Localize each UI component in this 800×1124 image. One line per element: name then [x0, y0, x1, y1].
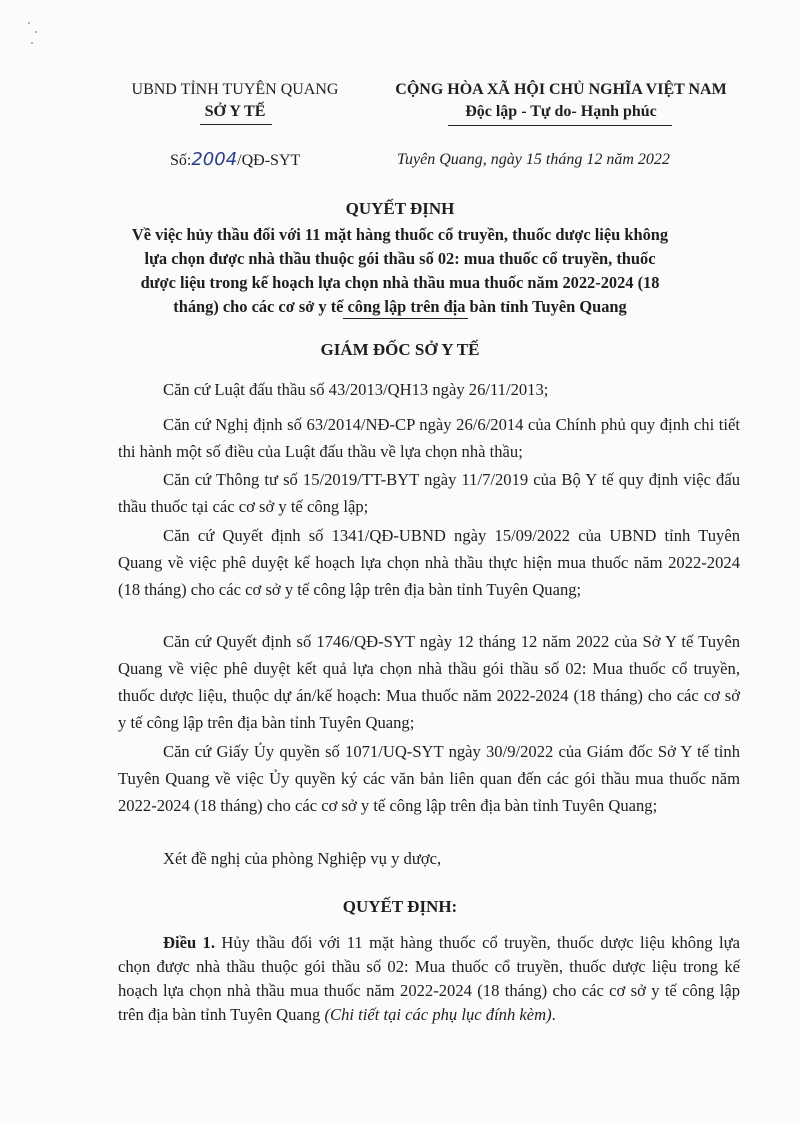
scan-speck	[28, 22, 30, 24]
issuing-authority: GIÁM ĐỐC SỞ Y TẾ	[320, 340, 480, 359]
legal-basis: Căn cứ Thông tư số 15/2019/TT-BYT ngày 11/7/2019 của Bộ Y tế quy định việc đấu thầu thuốc tại các cơ sở y tế công lập;	[118, 470, 740, 516]
subject-line: dược liệu trong kế hoạch lựa chọn nhà thầu mua thuốc năm 2022-2024 (18	[140, 273, 660, 292]
number-prefix: Số:	[170, 152, 192, 169]
legal-basis: Căn cứ Luật đấu thầu số 43/2013/QH13 ngày 26/11/2013;	[163, 380, 549, 399]
number-suffix: /QĐ-SYT	[237, 152, 301, 169]
document-title: QUYẾT ĐỊNH	[345, 199, 455, 218]
place-date: Tuyên Quang, ngày 15 tháng 12 năm 2022	[397, 151, 670, 168]
article-1-text: Hủy thầu đối với 11 mặt hàng thuốc cổ truyền, thuốc dược liệu không lựa chọn được nhà thầu thuộc gói thầu số 02: Mua thuốc cổ truyền, thuốc dược liệu trong kế hoạch lựa chọn nhà thầu mua thuốc năm 2022-2024 (18 tháng) cho các cơ sở y tế công lập trên địa bàn tỉnh Tuyên Quang	[118, 933, 741, 1024]
proposal-note: Xét đề nghị của phòng Nghiệp vụ y dược,	[163, 849, 442, 868]
document-subject	[80, 223, 720, 319]
legal-basis: Căn cứ Quyết định số 1746/QĐ-SYT ngày 12 tháng 12 năm 2022 của Sở Y tế Tuyên Quang về việc phê duyệt kết quả lựa chọn nhà thầu gói thầu số 02: Mua thuốc cổ truyền, thuốc dược liệu, thuộc dự án/kế hoạch: Mua thuốc năm 2022-2024 (18 tháng) cho các cơ sở y tế công lập trên địa bàn tỉnh Tuyên Quang;	[118, 632, 740, 732]
nation-title: CỘNG HÒA XÃ HỘI CHỦ NGHĨA VIỆT NAM	[395, 81, 727, 98]
article-1-note: (Chi tiết tại các phụ lục đính kèm)	[324, 1005, 552, 1024]
handwritten-number: 2004	[191, 149, 238, 170]
nation-motto: Độc lập - Tự do- Hạnh phúc	[465, 103, 657, 120]
motto-underline	[448, 125, 672, 126]
subject-line: Về việc hủy thầu đối với 11 mặt hàng thuốc cổ truyền, thuốc dược liệu không	[131, 225, 669, 244]
scan-speck	[35, 31, 37, 33]
article-1	[118, 931, 740, 1027]
subject-underline	[343, 318, 468, 319]
document-number	[170, 149, 300, 171]
legal-basis: Căn cứ Giấy Ủy quyền số 1071/UQ-SYT ngày 30/9/2022 của Giám đốc Sở Y tế tỉnh Tuyên Quang về việc Ủy quyền ký các văn bản liên quan đến các gói thầu mua thuốc năm 2022-2024 (18 tháng) cho các cơ sở y tế công lập trên địa bàn tỉnh Tuyên Quang;	[118, 742, 740, 815]
subject-line: tháng) cho các cơ sở y tế công lập trên địa bàn tỉnh Tuyên Quang	[173, 297, 627, 316]
scan-speck	[31, 42, 33, 44]
decision-heading: QUYẾT ĐỊNH:	[342, 897, 458, 916]
org-underline	[200, 124, 272, 125]
legal-basis: Căn cứ Quyết định số 1341/QĐ-UBND ngày 15/09/2022 của UBND tỉnh Tuyên Quang về việc phê duyệt kế hoạch lựa chọn nhà thầu thực hiện mua thuốc năm 2022-2024 (18 tháng) cho các cơ sở y tế công lập trên địa bàn tỉnh Tuyên Quang;	[118, 526, 740, 599]
org-name: UBND TỈNH TUYÊN QUANG	[131, 81, 339, 98]
article-1-end: .	[551, 1005, 556, 1024]
legal-basis: Căn cứ Nghị định số 63/2014/NĐ-CP ngày 26/6/2014 của Chính phủ quy định chi tiết thi hành một số điều của Luật đấu thầu về lựa chọn nhà thầu;	[118, 415, 740, 461]
org-department: SỞ Y TẾ	[204, 103, 266, 120]
article-1-label: Điều 1.	[163, 933, 215, 952]
subject-line: lựa chọn được nhà thầu thuộc gói thầu số 02: mua thuốc cổ truyền, thuốc	[144, 249, 656, 268]
